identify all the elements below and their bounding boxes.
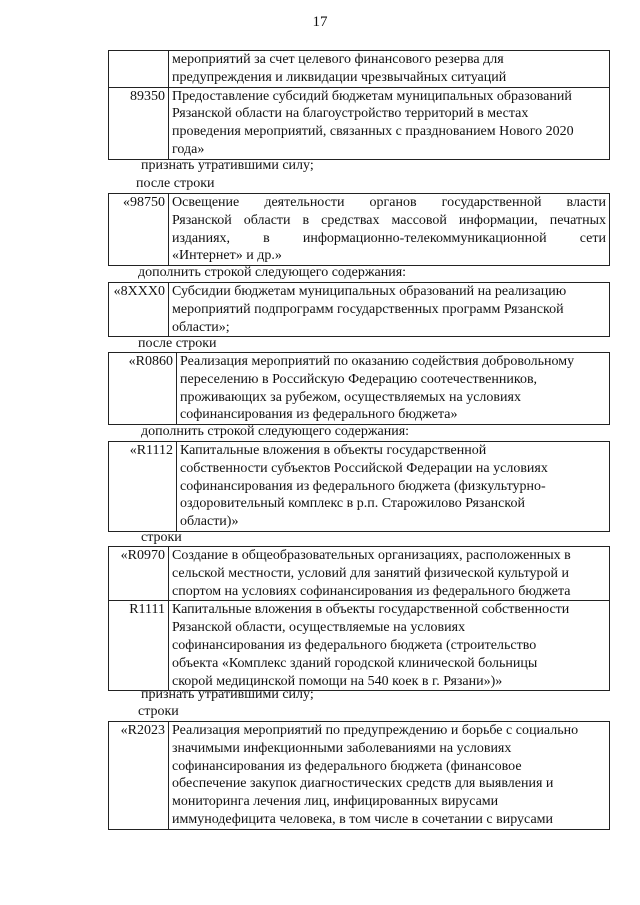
row-code: «R0860 xyxy=(109,353,177,425)
row-description: Реализация мероприятий по предупреждению и борьбе с социально значимыми инфекционными заболеваниями на условиях софинансирования из федерального бюджета (финансовое обеспечение закупок диагностических средств для выявления и мониторинга лечения лиц, инфицированных вирусами иммунодефицита человека, в том числе в сочетании с вирусами xyxy=(169,722,610,830)
instruction-text: после строки xyxy=(138,336,217,351)
instruction-text: признать утратившими силу; xyxy=(141,687,314,702)
page-number: 17 xyxy=(312,14,328,30)
budget-code-table-6 xyxy=(108,546,610,691)
budget-code-table-5 xyxy=(108,441,610,532)
row-code xyxy=(109,51,169,88)
row-code: «8ХXX0 xyxy=(109,283,169,337)
row-code: «R2023 xyxy=(109,722,169,830)
budget-code-table-1 xyxy=(108,50,610,160)
instruction-text: дополнить строкой следующего содержания: xyxy=(138,265,407,280)
budget-code-table-7 xyxy=(108,721,610,830)
table-row xyxy=(109,353,610,425)
table-row xyxy=(109,283,610,337)
row-code: «R0970 xyxy=(109,547,169,601)
budget-code-table-4 xyxy=(108,352,610,425)
row-description: Реализация мероприятий по оказанию содействия добровольному переселению в Российскую Федерацию соотечественников, проживающих за рубежом, осуществляемых на условиях софинансирования из федерального бюджета» xyxy=(177,353,610,425)
row-code: R1111 xyxy=(109,601,169,691)
budget-code-table-3 xyxy=(108,282,610,337)
instruction-text: после строки xyxy=(136,176,215,191)
table-row xyxy=(109,194,610,266)
row-code: «98750 xyxy=(109,194,169,266)
row-description: Капитальные вложения в объекты государственной собственности Рязанской области, осуществляемые на условиях софинансирования из федерального бюджета (строительство объекта «Комплекс зданий городской клинической больницы скорой медицинской помощи на 540 коек в г. Рязани»)» xyxy=(169,601,610,691)
table-row xyxy=(109,51,610,88)
row-description: Освещение деятельности органов государственной власти Рязанской области в средствах массовой информации, печатных изданиях, в информационно-телекоммуникационной сети «Интернет» и др.» xyxy=(169,194,610,266)
row-code: 89350 xyxy=(109,87,169,159)
table-row xyxy=(109,547,610,601)
instruction-text: дополнить строкой следующего содержания: xyxy=(141,424,410,439)
budget-code-table-2 xyxy=(108,193,610,266)
row-description: мероприятий за счет целевого финансового резерва для предупреждения и ликвидации чрезвычайных ситуаций xyxy=(169,51,610,88)
instruction-text: строки xyxy=(141,530,182,545)
table-row xyxy=(109,601,610,691)
row-description: Субсидии бюджетам муниципальных образований на реализацию мероприятий подпрограмм государственных программ Рязанской области»; xyxy=(169,283,610,337)
table-row xyxy=(109,722,610,830)
table-row xyxy=(109,442,610,532)
instruction-text: признать утратившими силу; xyxy=(141,158,314,173)
row-description: Создание в общеобразовательных организациях, расположенных в сельской местности, условий для занятий физической культурой и спортом на условиях софинансирования из федерального бюджета xyxy=(169,547,610,601)
row-description: Капитальные вложения в объекты государственной собственности субъектов Российской Федерации на условиях софинансирования из федерального бюджета (физкультурно- оздоровительный комплекс в р.п. Старожилово Рязанской области)» xyxy=(177,442,610,532)
row-code: «R1112 xyxy=(109,442,177,532)
instruction-text: строки xyxy=(138,704,179,719)
table-row xyxy=(109,87,610,159)
row-description: Предоставление субсидий бюджетам муниципальных образований Рязанской области на благоустройство территорий в местах проведения мероприятий, связанных с празднованием Нового 2020 года» xyxy=(169,87,610,159)
